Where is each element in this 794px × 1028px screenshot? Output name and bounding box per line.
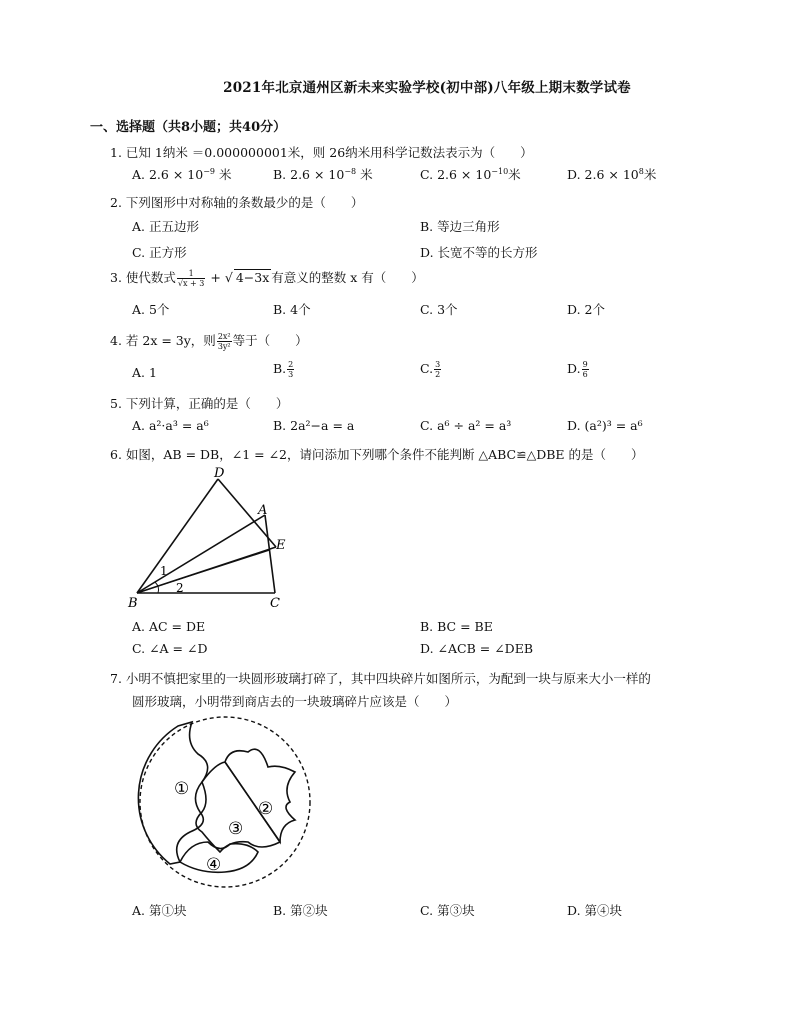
q1-a-base: A. 2.6 × 10 — [132, 167, 204, 182]
label-c: C — [270, 596, 280, 611]
piece-1-label: ① — [174, 779, 190, 799]
q4-b-numerator: 2 — [288, 360, 294, 369]
q6-option-a: A. AC = DE — [132, 619, 206, 634]
segment-ac — [265, 515, 275, 593]
q6-option-c: C. ∠A = ∠D — [132, 641, 208, 656]
dashed-circle — [140, 717, 310, 887]
q4-c-numerator: 3 — [435, 360, 441, 369]
page-title: 2021年北京通州区新未来实验学校(初中部)八年级上期末数学试卷 — [223, 80, 631, 96]
q2-option-c: C. 正方形 — [132, 245, 187, 260]
q4-d-fraction — [582, 360, 589, 379]
q1-a-exp: −9 — [203, 166, 215, 176]
q3-frac-denominator: √x + 3 — [177, 279, 205, 288]
q3-prefix: 3. 使代数式 — [110, 270, 176, 285]
segment-ba — [137, 515, 265, 593]
q4-frac-numerator: 2x² — [217, 332, 231, 341]
question-5-text: 5. 下列计算，正确的是（ ） — [110, 396, 289, 411]
section-heading: 一、选择题（共8小题；共40分） — [90, 120, 287, 135]
q1-d-base: D. 2.6 × 10 — [567, 167, 639, 182]
q5-option-b: B. 2a²−a = a — [273, 418, 355, 433]
q6-triangle-figure — [120, 465, 300, 615]
piece-4-label: ④ — [206, 855, 222, 875]
q4-b-prefix: B. — [273, 361, 287, 376]
q1-c-base: C. 2.6 × 10 — [420, 167, 492, 182]
label-angle-2: 2 — [176, 581, 184, 595]
q7-option-a: A. 第①块 — [132, 903, 187, 918]
q4-c-prefix: C. — [420, 361, 434, 376]
q3-frac-numerator: 1 — [177, 269, 206, 279]
q1-d-unit: 米 — [643, 167, 657, 182]
q7-option-d: D. 第④块 — [567, 903, 623, 918]
q1-b-base: B. 2.6 × 10 — [273, 167, 345, 182]
piece-2-label: ② — [258, 799, 274, 819]
q7-option-c: C. 第③块 — [420, 903, 475, 918]
q3-option-d: D. 2个 — [567, 302, 605, 317]
q3-option-c: C. 3个 — [420, 302, 458, 317]
segment-bd — [137, 479, 218, 593]
q4-c-denominator: 2 — [435, 370, 441, 379]
q1-b-exp: −8 — [344, 166, 357, 176]
q4-option-c — [420, 360, 442, 379]
question-7-line-2: 圆形玻璃，小明带到商店去的一块玻璃碎片应该是（ ） — [132, 694, 458, 709]
question-4-text — [110, 331, 308, 351]
q2-option-a: A. 正五边形 — [132, 219, 199, 234]
q1-option-b — [273, 165, 373, 183]
q4-b-fraction — [287, 360, 294, 379]
q6-option-b: B. BC = BE — [420, 619, 493, 634]
q5-option-a: A. a²·a³ = a⁶ — [132, 418, 209, 433]
q4-fraction — [217, 332, 232, 351]
q4-frac-denominator: 3y² — [217, 342, 231, 351]
label-b: B — [128, 596, 138, 611]
piece-1-outline — [138, 722, 207, 864]
q1-option-d — [567, 165, 656, 183]
piece-3-label: ③ — [228, 819, 244, 839]
segment-inner — [137, 550, 270, 593]
q3-suffix: 有意义的整数 x 有（ ） — [271, 270, 424, 285]
q4-option-a: A. 1 — [132, 365, 157, 380]
question-2-text: 2. 下列图形中对称轴的条数最少的是（ ） — [110, 195, 364, 210]
question-3-text: 3. 使代数式 $\frac{1}{√x + 3}$ + √ 4−3x 有意义的整数 x 有（ ） — [110, 269, 424, 288]
q4-d-numerator: 9 — [582, 360, 588, 369]
q1-a-unit: 米 — [218, 167, 232, 182]
q7-broken-glass-figure — [130, 712, 320, 890]
q1-c-exp: −10 — [491, 166, 509, 176]
q7-option-b: B. 第②块 — [273, 903, 328, 918]
question-7-line-1: 7. 小明不慎把家里的一块圆形玻璃打碎了，其中四块碎片如图所示，为配到一块与原来大小一样的 — [110, 671, 651, 686]
q3-plus: + — [210, 270, 221, 285]
q4-d-denominator: 6 — [582, 370, 588, 379]
q1-c-unit: 米 — [508, 167, 521, 182]
question-6-text: 6. 如图，AB = DB，∠1 = ∠2，请问添加下列哪个条件不能判断 △ABC≌△DBE 的是（ ） — [110, 447, 644, 462]
q4-suffix: 等于（ ） — [232, 333, 308, 348]
question-1-text: 1. 已知 1纳米 ＝0.000000001米，则 26纳米用科学记数法表示为（ ） — [110, 145, 533, 160]
q2-option-b: B. 等边三角形 — [420, 219, 500, 234]
q1-option-c — [420, 165, 521, 183]
label-d: D — [214, 466, 225, 481]
q4-option-d — [567, 360, 590, 379]
q4-prefix: 4. 若 2x = 3y，则 — [110, 333, 216, 348]
q5-option-c: C. a⁶ ÷ a² = a³ — [420, 418, 512, 433]
q1-option-a — [132, 165, 231, 183]
q1-b-unit: 米 — [360, 167, 373, 182]
q3-option-b: B. 4个 — [273, 302, 311, 317]
q6-option-d: D. ∠ACB = ∠DEB — [420, 641, 534, 656]
q4-option-b — [273, 360, 295, 379]
q4-d-prefix: D. — [567, 361, 581, 376]
label-a: A — [258, 503, 268, 518]
q3-fraction — [177, 269, 206, 288]
q2-option-d: D. 长宽不等的长方形 — [420, 245, 538, 260]
q5-option-d: D. (a²)³ = a⁶ — [567, 418, 643, 433]
q4-c-fraction — [434, 360, 441, 379]
label-e: E — [276, 538, 286, 553]
q4-b-denominator: 3 — [288, 370, 294, 379]
label-angle-1: 1 — [160, 564, 168, 578]
q3-option-a: A. 5个 — [132, 302, 170, 317]
q1-d-exp: 8 — [638, 166, 644, 176]
q3-radicand: 4−3x — [235, 270, 270, 285]
